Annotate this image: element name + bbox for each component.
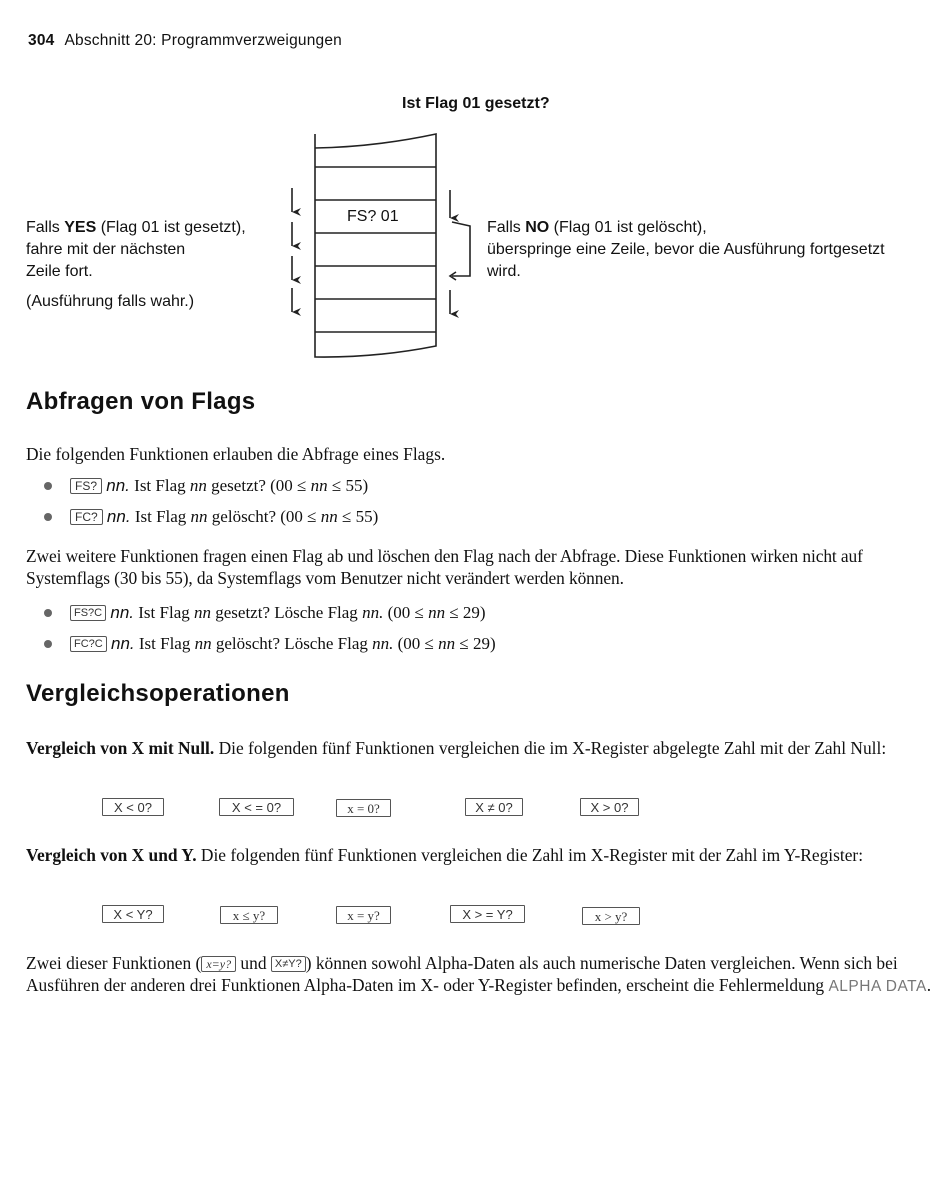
key-x-eq-0: x = 0? — [336, 799, 391, 817]
flags-para-2: Zwei weitere Funktionen fragen einen Flag ab und löschen den Flag nach der Abfrage. Diese Funktionen wirken nicht auf Systemflags (30 bis 55), da Systemflags vom Benutzer nicht verändert werden können. — [26, 546, 863, 588]
compare-final-para: Zwei dieser Funktionen ( x=y? und X≠Y? ) können sowohl Alpha-Daten als auch numerische Daten vergleichen. Wenn sich bei Ausführen der anderen drei Funktionen Alpha-Daten im X- oder Y-Register befinden, erscheint die Fehlermeldung ALPHA DATA. — [26, 953, 932, 995]
key-inline-x-ne-y: X≠Y? — [271, 956, 306, 972]
skip-bracket — [452, 222, 470, 276]
yes-explanation — [26, 217, 246, 313]
program-step-diagram — [0, 0, 950, 370]
no-label: NO — [525, 219, 550, 236]
yes-line-3: Zeile fort. — [26, 263, 93, 280]
heading-vergleichsoperationen: Vergleichsoperationen — [26, 680, 290, 707]
yes-line-1: Falls YES (Flag 01 ist gesetzt), — [26, 219, 246, 236]
instruction-fs-01: FS? 01 — [347, 208, 399, 225]
key-x-ge-y: X > = Y? — [450, 905, 525, 923]
key-x-gt-y: x > y? — [582, 907, 640, 925]
page-number: 304 — [28, 32, 55, 49]
compare-xy-para: Vergleich von X und Y. Die folgenden fünf Funktionen vergleichen die Zahl im X-Register mit der Zahl im Y-Register: — [26, 845, 864, 865]
bullet-dot — [44, 640, 52, 648]
compare-xy-lead: Vergleich von X und Y. — [26, 845, 197, 865]
key-x-le-y: x ≤ y? — [220, 906, 278, 924]
compare-zero-para: Vergleich von X mit Null. Die folgenden fünf Funktionen vergleichen die im X-Register abgelegte Zahl mit der Zahl Null: — [26, 738, 887, 758]
bullet-fs: FS? nn. Ist Flag nn gesetzt? (00 ≤ nn ≤ 55) — [44, 475, 368, 497]
false-path-arrows — [450, 190, 470, 314]
program-memory-stack — [315, 134, 436, 357]
no-line-3: wird. — [487, 263, 521, 280]
key-x-gt-0: X > 0? — [580, 798, 639, 816]
bullet-fc: FC? nn. Ist Flag nn gelöscht? (00 ≤ nn ≤ 55) — [44, 506, 378, 528]
no-line-2: überspringe eine Zeile, bevor die Ausführung fortgesetzt — [487, 241, 885, 258]
key-x-lt-0: X < 0? — [102, 798, 164, 816]
key-fc: FC? — [70, 509, 103, 525]
key-inline-x-eq-y: x=y? — [201, 956, 236, 972]
heading-abfragen-von-flags: Abfragen von Flags — [26, 388, 256, 415]
chapter-title: Abschnitt 20: Programmverzweigungen — [64, 32, 342, 49]
key-fs: FS? — [70, 478, 102, 494]
yes-label: YES — [64, 219, 97, 236]
bullet-fsc: FS?C nn. Ist Flag nn gesetzt? Lösche Flag nn. (00 ≤ nn ≤ 29) — [44, 602, 486, 624]
key-fcc: FC?C — [70, 636, 107, 652]
key-x-eq-y: x = y? — [336, 906, 391, 924]
alpha-data-message: ALPHA DATA — [828, 978, 927, 995]
yes-note: (Ausführung falls wahr.) — [26, 293, 195, 310]
key-fsc: FS?C — [70, 605, 106, 621]
bullet-dot — [44, 513, 52, 521]
key-x-lt-y: X < Y? — [102, 905, 164, 923]
key-x-le-0: X < = 0? — [219, 798, 294, 816]
flags-intro: Die folgenden Funktionen erlauben die Abfrage eines Flags. — [26, 444, 446, 464]
no-explanation — [487, 217, 885, 283]
bullet-fcc: FC?C nn. Ist Flag nn gelöscht? Lösche Flag nn. (00 ≤ nn ≤ 29) — [44, 633, 496, 655]
no-line-1: Falls NO (Flag 01 ist gelöscht), — [487, 219, 707, 236]
yes-line-2: fahre mit der nächsten — [26, 241, 186, 258]
bullet-dot — [44, 482, 52, 490]
key-x-ne-0: X ≠ 0? — [465, 798, 523, 816]
compare-zero-lead: Vergleich von X mit Null. — [26, 738, 215, 758]
bullet-dot — [44, 609, 52, 617]
diagram-title: Ist Flag 01 gesetzt? — [402, 95, 550, 112]
